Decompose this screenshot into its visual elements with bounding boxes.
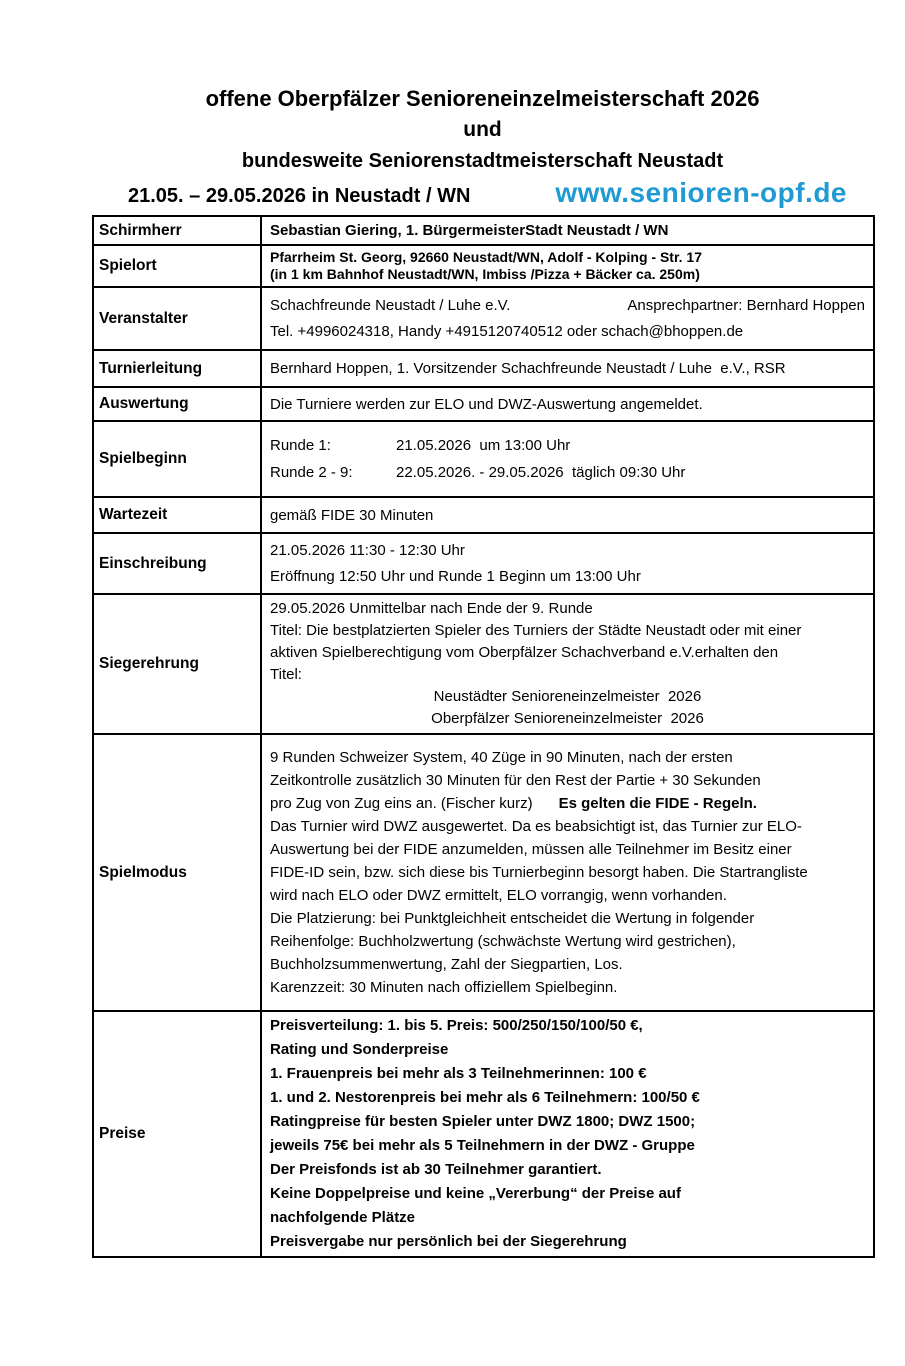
row-label-spielort: Spielort	[93, 245, 261, 287]
row-label-preise: Preise	[93, 1011, 261, 1257]
page-subtitle: bundesweite Seniorenstadtmeisterschaft Neustadt	[241, 150, 724, 172]
page-title: offene Oberpfälzer Senioreneinzelmeisterschaft 2026	[205, 86, 760, 111]
row-value-auswertung: Die Turniere werden zur ELO und DWZ-Auswertung angemeldet.	[261, 387, 874, 421]
preise-line: Preisverteilung: 1. bis 5. Preis: 500/250/150/100/50 €,	[270, 1017, 643, 1034]
document-page	[0, 86, 905, 1366]
table-row-spielmodus	[93, 734, 874, 1011]
table-row-schirmherr	[93, 216, 874, 245]
spielmodus-line	[270, 792, 865, 815]
row-value-einschreibung	[261, 533, 874, 594]
table-row-turnierleitung	[93, 350, 874, 387]
spielmodus-line: 9 Runden Schweizer System, 40 Züge in 90 Minuten, nach der ersten	[270, 749, 733, 766]
row-label-spielbeginn: Spielbeginn	[93, 421, 261, 497]
preise-line: nachfolgende Plätze	[270, 1209, 416, 1226]
date-and-website-row	[92, 177, 873, 209]
preise-line: jeweils 75€ bei mehr als 5 Teilnehmern in der DWZ - Gruppe	[270, 1137, 695, 1154]
organizer-name: Schachfreunde Neustadt / Luhe e.V.	[270, 296, 511, 314]
spielmodus-line: FIDE-ID sein, bzw. sich diese bis Turnierbeginn besorgt haben. Die Startrangliste	[270, 864, 808, 881]
einschreibung-line: 21.05.2026 11:30 - 12:30 Uhr	[270, 541, 465, 559]
table-row-wartezeit	[93, 497, 874, 533]
spielmodus-line: Die Platzierung: bei Punktgleichheit entscheidet die Wertung in folgender	[270, 910, 755, 927]
preise-line: Keine Doppelpreise und keine „Vererbung“ der Preise auf	[270, 1185, 681, 1202]
table-row-spielbeginn	[93, 421, 874, 497]
row-value-preise	[261, 1011, 874, 1257]
row-label-siegerehrung: Siegerehrung	[93, 594, 261, 734]
siegerehrung-line: Titel:	[270, 666, 302, 683]
champion-title: Oberpfälzer Senioreneinzelmeister 2026	[431, 710, 704, 727]
siegerehrung-line: Titel: Die bestplatzierten Spieler des Turniers der Städte Neustadt oder mit einer	[270, 622, 802, 639]
table-row-einschreibung	[93, 533, 874, 594]
contact-details: Tel. +4996024318, Handy +4915120740512 oder schach@bhoppen.de	[270, 322, 744, 340]
tournament-info-table	[92, 215, 875, 1258]
row-label-auswertung: Auswertung	[93, 387, 261, 421]
spielmodus-line: Buchholzsummenwertung, Zahl der Siegpartien, Los.	[270, 956, 623, 973]
round-time: 22.05.2026. - 29.05.2026 täglich 09:30 Uhr	[396, 464, 686, 481]
spielmodus-line: wird nach ELO oder DWZ ermittelt, ELO vorrangig, wenn vorhanden.	[270, 887, 727, 904]
veranstalter-line	[270, 293, 865, 319]
siegerehrung-line: 29.05.2026 Unmittelbar nach Ende der 9. Runde	[270, 600, 593, 617]
fischer-note: pro Zug von Zug eins an. (Fischer kurz)	[270, 795, 533, 812]
spielort-line: Pfarrheim St. Georg, 92660 Neustadt/WN, Adolf - Kolping - Str. 17	[270, 249, 702, 265]
row-value-spielmodus	[261, 734, 874, 1011]
row-value-turnierleitung: Bernhard Hoppen, 1. Vorsitzender Schachfreunde Neustadt / Luhe e.V., RSR	[261, 350, 874, 387]
round-label: Runde 1:	[270, 437, 331, 454]
spielort-line: (in 1 km Bahnhof Neustadt/WN, Imbiss /Pizza + Bäcker ca. 250m)	[270, 266, 700, 282]
row-value-spielort	[261, 245, 874, 287]
row-value-veranstalter	[261, 287, 874, 350]
spielmodus-line: Karenzzeit: 30 Minuten nach offiziellem Spielbeginn.	[270, 979, 618, 996]
preise-line: 1. Frauenpreis bei mehr als 3 Teilnehmerinnen: 100 €	[270, 1065, 647, 1082]
row-label-schirmherr: Schirmherr	[93, 216, 261, 245]
table-row-siegerehrung	[93, 594, 874, 734]
siegerehrung-line: aktiven Spielberechtigung vom Oberpfälzer Schachverband e.V.erhalten den	[270, 644, 779, 661]
contact-person: Ansprechpartner: Bernhard Hoppen	[627, 296, 865, 314]
spielmodus-line: Zeitkontrolle zusätzlich 30 Minuten für den Rest der Partie + 30 Sekunden	[270, 772, 761, 789]
spielmodus-line: Das Turnier wird DWZ ausgewertet. Da es beabsichtigt ist, das Turnier zur ELO-	[270, 818, 802, 835]
document-header	[92, 86, 873, 209]
row-value-siegerehrung	[261, 594, 874, 734]
date-range: 21.05. – 29.05.2026 in Neustadt / WN	[128, 185, 471, 207]
table-row-veranstalter	[93, 287, 874, 350]
row-value-schirmherr: Sebastian Giering, 1. BürgermeisterStadt Neustadt / WN	[261, 216, 874, 245]
row-label-veranstalter: Veranstalter	[93, 287, 261, 350]
round-label: Runde 2 - 9:	[270, 464, 353, 481]
row-label-spielmodus: Spielmodus	[93, 734, 261, 1011]
row-value-wartezeit: gemäß FIDE 30 Minuten	[261, 497, 874, 533]
fide-rules-note: Es gelten die FIDE - Regeln.	[558, 795, 757, 812]
preise-line: Preisvergabe nur persönlich bei der Siegerehrung	[270, 1233, 627, 1250]
website-link[interactable]: www.senioren-opf.de	[555, 177, 847, 208]
table-row-auswertung	[93, 387, 874, 421]
preise-line: Rating und Sonderpreise	[270, 1041, 449, 1058]
schedule-line	[270, 432, 865, 459]
row-label-turnierleitung: Turnierleitung	[93, 350, 261, 387]
table-row-preise	[93, 1011, 874, 1257]
champion-title: Neustädter Senioreneinzelmeister 2026	[433, 688, 702, 705]
row-label-wartezeit: Wartezeit	[93, 497, 261, 533]
spielmodus-line: Reihenfolge: Buchholzwertung (schwächste Wertung wird gestrichen),	[270, 933, 736, 950]
table-row-spielort	[93, 245, 874, 287]
row-value-spielbeginn	[261, 421, 874, 497]
row-label-einschreibung: Einschreibung	[93, 533, 261, 594]
preise-line: Ratingpreise für besten Spieler unter DWZ 1800; DWZ 1500;	[270, 1113, 696, 1130]
schedule-line	[270, 459, 865, 486]
preise-line: Der Preisfonds ist ab 30 Teilnehmer garantiert.	[270, 1161, 602, 1178]
spielmodus-line: Auswertung bei der FIDE anzumelden, müssen alle Teilnehmer im Besitz einer	[270, 841, 792, 858]
title-connector: und	[463, 118, 502, 141]
round-time: 21.05.2026 um 13:00 Uhr	[396, 437, 571, 454]
einschreibung-line: Eröffnung 12:50 Uhr und Runde 1 Beginn um 13:00 Uhr	[270, 567, 641, 585]
preise-line: 1. und 2. Nestorenpreis bei mehr als 6 Teilnehmern: 100/50 €	[270, 1089, 700, 1106]
